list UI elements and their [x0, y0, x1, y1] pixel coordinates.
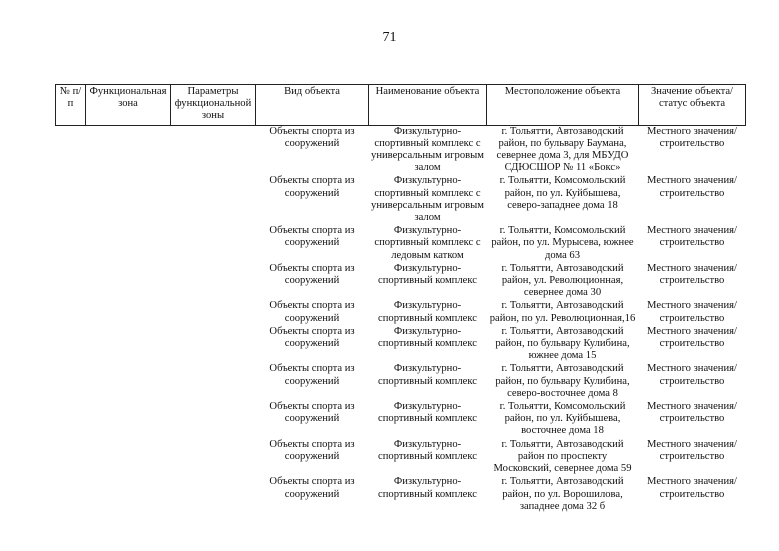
cell-location: г. Тольятти, Комсомольский район, по ул. Куйбышева, северо-западнее дома 18 — [499, 175, 626, 211]
header-name: Наименование объекта — [369, 85, 487, 126]
cell-name: Физкультурно-спортивный комплекс с ледовым катком — [374, 225, 481, 261]
header-status: Значение объекта/статус объекта — [639, 85, 746, 126]
cell-location: г. Тольятти, Автозаводский район, по ул. Ворошилова, западнее дома 32 б — [501, 476, 624, 512]
cell-type: Объекты спорта из сооружений — [269, 262, 355, 287]
cell-name: Физкультурно-спортивный комплекс с универсальным игровым залом — [371, 125, 484, 174]
cell-name: Физкультурно-спортивный комплекс с универсальным игровым залом — [371, 175, 484, 224]
table-row — [56, 476, 746, 514]
header-zone: Функциональная зона — [86, 85, 171, 126]
cell-status: Местного значения/ строительство — [647, 325, 737, 350]
table-row — [56, 326, 746, 364]
cell-status: Местного значения/ строительство — [647, 262, 737, 287]
cell-status: Местного значения/ строительство — [647, 401, 737, 425]
cell-location: г. Тольятти, Комсомольский район, по ул. Мурысева, южнее дома 63 — [491, 225, 634, 261]
table-row — [56, 401, 746, 439]
cell-status: Местного значения/ строительство — [647, 225, 737, 249]
cell-type: Объекты спорта из сооружений — [269, 175, 355, 199]
cell-status: Местного значения/ строительство — [647, 175, 737, 199]
objects-table — [55, 84, 746, 514]
table-row — [56, 439, 746, 477]
table-row — [56, 125, 746, 175]
cell-name: Физкультурно-спортивный комплекс — [378, 363, 477, 387]
table-header-row — [56, 85, 746, 126]
cell-status: Местного значения/ строительство — [647, 125, 737, 149]
cell-type: Объекты спорта из сооружений — [269, 125, 355, 149]
table-row — [56, 263, 746, 301]
table-row — [56, 363, 746, 401]
cell-name: Физкультурно-спортивный комплекс — [378, 401, 477, 425]
header-params: Параметры функциональной зоны — [171, 85, 256, 126]
cell-location: г. Тольятти, Автозаводский район, по ул. Революционная,16 — [489, 300, 636, 324]
cell-type: Объекты спорта из сооружений — [269, 438, 355, 462]
cell-type: Объекты спорта из сооружений — [269, 325, 355, 350]
cell-location: г. Тольятти, Комсомольский район, по ул. Куйбышева, восточнее дома 18 — [499, 401, 626, 437]
cell-location: г. Тольятти, Автозаводский район, по бульвару Кулибина, северо-восточнее дома 8 — [495, 363, 630, 399]
cell-name: Физкультурно-спортивный комплекс — [378, 325, 477, 350]
cell-status: Местного значения/ строительство — [647, 300, 737, 324]
cell-status: Местного значения/ строительство — [647, 476, 737, 500]
cell-location: г. Тольятти, Автозаводский район, по бульвару Баумана, севернее дома 3, для МБУДО СДЮСШОР № 11 «Бокс» — [496, 125, 629, 174]
header-location: Местоположение объекта — [487, 85, 639, 126]
table-row — [56, 225, 746, 263]
cell-location: г. Тольятти, Автозаводский район, по бульвару Кулибина, южнее дома 15 — [495, 325, 630, 362]
cell-type: Объекты спорта из сооружений — [269, 225, 355, 249]
cell-type: Объекты спорта из сооружений — [269, 363, 355, 387]
table-row — [56, 175, 746, 225]
cell-type: Объекты спорта из сооружений — [269, 476, 355, 500]
table-row — [56, 300, 746, 325]
cell-name: Физкультурно-спортивный комплекс — [378, 300, 477, 324]
cell-name: Физкультурно-спортивный комплекс — [378, 262, 477, 287]
cell-name: Физкультурно-спортивный комплекс — [378, 476, 477, 500]
cell-type: Объекты спорта из сооружений — [269, 401, 355, 425]
cell-type: Объекты спорта из сооружений — [269, 300, 355, 324]
cell-location: г. Тольятти, Автозаводский район, ул. Революционная, севернее дома 30 — [501, 262, 624, 299]
cell-status: Местного значения/ строительство — [647, 438, 737, 462]
header-num: № п/п — [56, 85, 86, 126]
page-number: 71 — [382, 30, 397, 45]
header-type: Вид объекта — [256, 85, 369, 126]
cell-location: г. Тольятти, Автозаводский район по проспекту Московский, севернее дома 59 — [493, 438, 632, 475]
cell-status: Местного значения/ строительство — [647, 363, 737, 387]
cell-name: Физкультурно-спортивный комплекс — [378, 438, 477, 462]
